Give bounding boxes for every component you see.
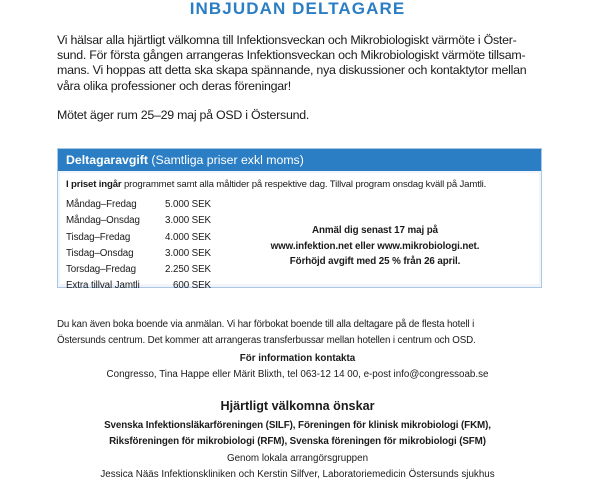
fee-box <box>57 148 542 292</box>
fee-included-label: I priset ingår <box>66 179 122 190</box>
price-label: Tisdag–Fredag <box>66 231 131 243</box>
price-row <box>66 213 211 229</box>
fee-header <box>58 149 541 171</box>
contact-heading: För information kontakta <box>239 353 356 364</box>
societies-line: Svenska Infektionsläkarföreningen (SILF), Föreningen för klinisk mikrobiologi (FKM), <box>104 420 491 431</box>
lodging-paragraph <box>57 317 542 348</box>
price-row <box>66 246 211 262</box>
local-organizers <box>0 451 595 483</box>
welcome-heading: Hjärtligt välkomna önskar <box>220 399 375 413</box>
local-organizers-line: Jessica Nääs Infektionskliniken och Kerstin Silfver, Laboratoriemedicin Östersunds sjukhus <box>100 468 495 480</box>
lodging-line: Östersunds centrum. Det kommer att arrangeras transferbussar mellan hotellen i centrum och OSD. <box>57 334 476 346</box>
societies-list <box>0 418 595 449</box>
price-label: Måndag–Onsdag <box>66 215 140 227</box>
price-row <box>66 262 211 278</box>
page-title: INBJUDAN DELTAGARE <box>189 0 406 18</box>
price-row <box>66 230 211 246</box>
registration-line: Förhöjd avgift med 25 % från 26 april. <box>289 256 461 268</box>
price-label: Torsdag–Fredag <box>66 264 136 276</box>
intro-line: Vi hälsar alla hjärtligt välkomna till Infektionsveckan och Mikrobiologiskt värmöte i Öster- <box>57 33 517 47</box>
price-label: Extra tillval Jamtli <box>66 280 140 292</box>
intro-line: våra olika professioner och deras föreningar! <box>57 78 291 93</box>
price-label: Måndag–Fredag <box>66 199 137 210</box>
price-row <box>66 197 211 213</box>
registration-info <box>245 223 505 270</box>
registration-line: Anmäl dig senast 17 maj på <box>312 225 438 236</box>
fee-included-note <box>66 179 486 190</box>
societies-line: Riksföreningen för mikrobiologi (RFM), Svenska föreningen för mikrobiologi (SFM) <box>109 435 486 447</box>
meeting-info: Mötet äger rum 25–29 maj på OSD i Östersund. <box>57 108 310 122</box>
price-amount: 2.250 SEK <box>165 264 211 276</box>
price-amount: 600 SEK <box>173 280 211 292</box>
contact-details: Congresso, Tina Happe eller Märit Blixth, tel 063-12 14 00, e-post info@congressoab.se <box>106 369 489 380</box>
intro-line: mans. Vi hoppas att detta ska skapa spännande, nya diskussioner och kontaktytor mellan <box>57 63 527 78</box>
fee-header-title: Deltagaravgift <box>66 153 149 167</box>
registration-links[interactable]: www.infektion.net eller www.mikrobiologi.net. <box>270 240 480 252</box>
fee-header-note: (Samtliga priser exkl moms) <box>148 153 304 167</box>
price-amount: 3.000 SEK <box>165 215 211 227</box>
lodging-line: Du kan även boka boende via anmälan. Vi har förbokat boende till alla deltagare på de flesta hotell i <box>57 319 475 330</box>
price-row <box>66 278 211 294</box>
price-list <box>66 197 211 295</box>
price-amount: 3.000 SEK <box>165 247 211 259</box>
price-amount: 5.000 SEK <box>165 199 211 210</box>
intro-line: sund. För första gången arrangeras Infektionsveckan och Mikrobiologiskt värmöte tillsam- <box>57 48 526 63</box>
price-amount: 4.000 SEK <box>165 231 211 243</box>
fee-included-text: programmet samt alla måltider på respektive dag. Tillval program onsdag kväll på Jamtli. <box>121 179 487 190</box>
intro-paragraph <box>57 33 543 94</box>
local-organizers-line: Genom lokala arrangörsgruppen <box>226 453 369 464</box>
fee-body <box>60 173 539 292</box>
price-label: Tisdag–Onsdag <box>66 247 134 259</box>
